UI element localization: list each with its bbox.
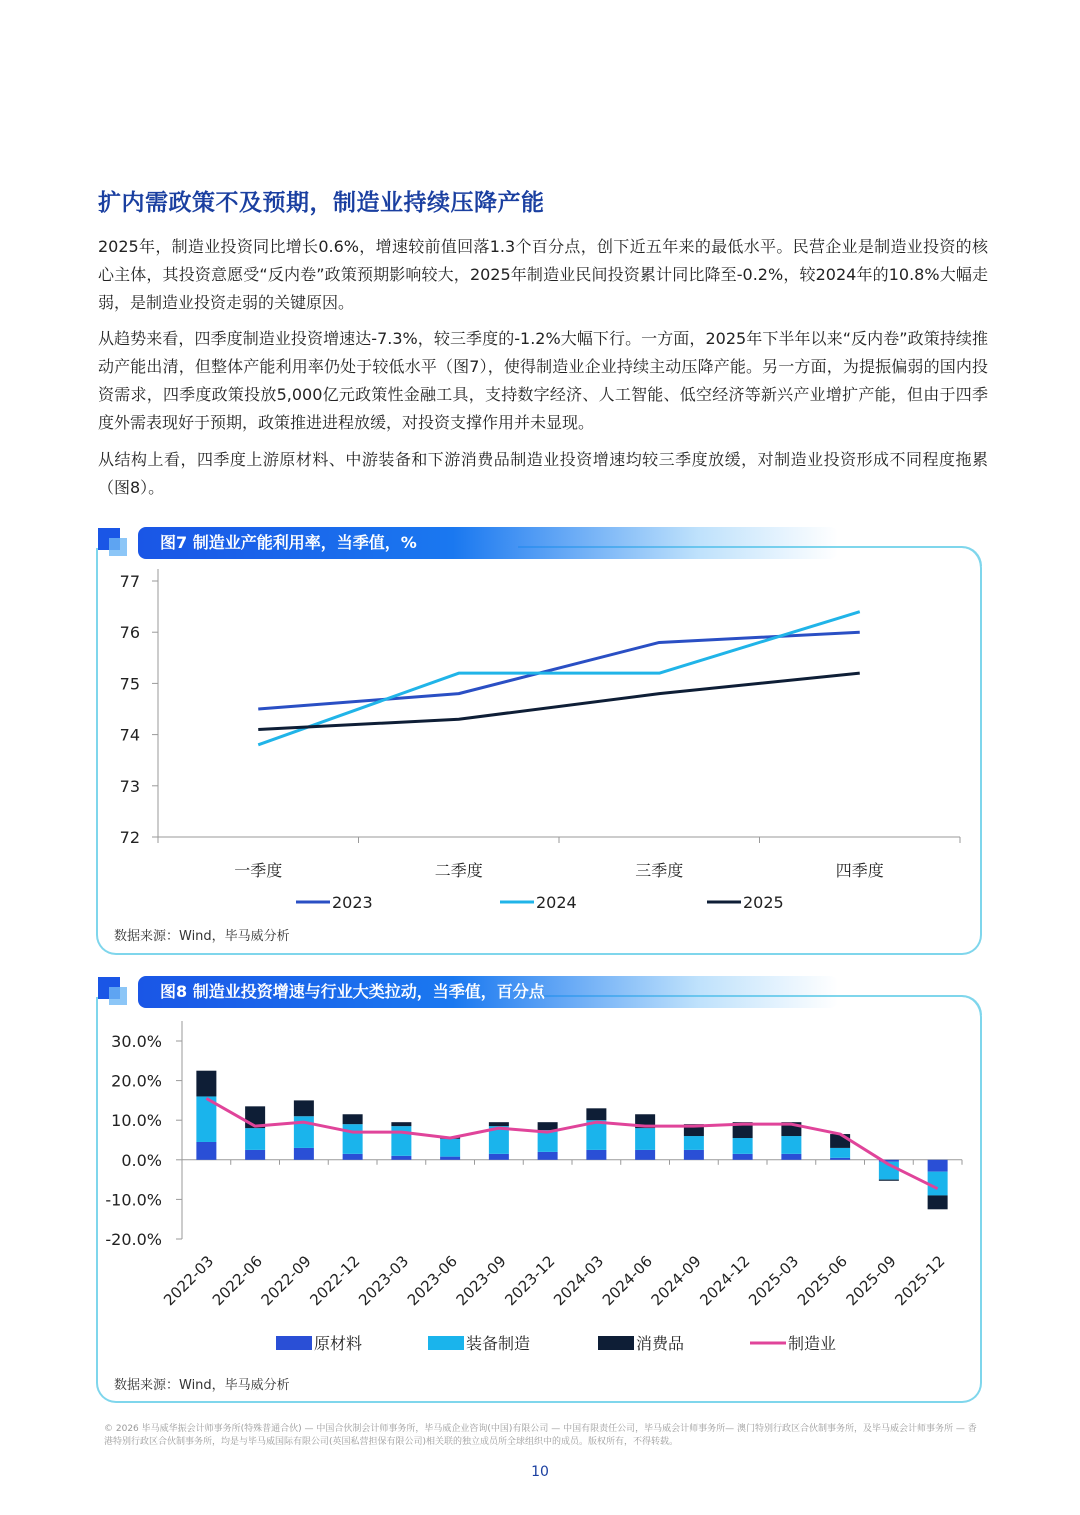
figure8-y-tick-label: -10.0% <box>105 1190 162 1210</box>
figure7-legend-label: 2025 <box>743 893 784 912</box>
figure8-x-tick-label: 2025-03 <box>745 1252 803 1310</box>
figure8-x-tick-label: 2024-09 <box>647 1252 705 1310</box>
figure7-x-tick-label: 二季度 <box>434 861 483 880</box>
figure8-y-tick-label: -20.0% <box>105 1230 162 1249</box>
figure8-x-tick-label: 2024-06 <box>598 1252 656 1310</box>
figure8-panel <box>96 997 982 1403</box>
figure8-x-tick-label: 2022-12 <box>306 1252 364 1310</box>
figure7-title: 图7 制造业产能利用率，当季值，% <box>138 527 838 559</box>
figure8-title: 图8 制造业投资增速与行业大类拉动，当季值，百分点 <box>138 976 838 1008</box>
figure7-y-tick-label: 75 <box>119 674 140 694</box>
figure8-legend-label: 装备制造 <box>466 1334 531 1353</box>
figure8-y-tick-label: 30.0% <box>111 1032 162 1051</box>
figure8-source: 数据来源：Wind，毕马威分析 <box>114 1378 290 1393</box>
figure8-x-tick-label: 2023-06 <box>403 1252 461 1310</box>
figure8-y-tick-label: 0.0% <box>121 1150 162 1170</box>
figure8-legend-label: 原材料 <box>314 1334 363 1353</box>
figure7-y-tick-label: 77 <box>119 572 140 591</box>
figure8-legend-label: 消费品 <box>636 1334 685 1353</box>
figure7-legend-label: 2024 <box>536 893 577 912</box>
figure7-legend-label: 2023 <box>332 893 373 912</box>
figure7-source: 数据来源：Wind，毕马威分析 <box>114 929 290 944</box>
figure8-x-tick-label: 2025-09 <box>842 1252 900 1310</box>
figure7-x-tick-label: 四季度 <box>835 861 884 880</box>
page-number: 10 <box>531 1464 549 1480</box>
figure7-panel <box>96 548 982 955</box>
figure7-x-tick-label: 一季度 <box>234 861 283 880</box>
paragraph-1: 2025年，制造业投资同比增长0.6%，增速较前值回落1.3个百分点，创下近五年来的最低水平。民营企业是制造业投资的核心主体，其投资意愿受“反内卷”政策预期影响较大，2025年制造业民间投资累计同比降至-0.2%，较2024年的10.8%大幅走弱，是制造业投资走弱的关键原因。 <box>98 237 988 312</box>
figure8-square-icon-accent <box>109 987 127 1005</box>
figure8-legend-label: 制造业 <box>788 1334 837 1353</box>
figure7-y-tick-label: 76 <box>119 623 140 643</box>
figure7-x-tick-label: 三季度 <box>635 861 684 880</box>
figure7-y-tick-label: 72 <box>119 828 140 847</box>
figure8-x-tick-label: 2024-12 <box>696 1252 754 1310</box>
figure8-x-tick-label: 2023-12 <box>501 1252 559 1310</box>
figure8-y-tick-label: 10.0% <box>111 1111 162 1131</box>
figure8-x-tick-label: 2022-03 <box>160 1252 218 1310</box>
copyright-footer: © 2026 毕马威华振会计师事务所(特殊普通合伙) — 中国合伙制会计师事务所，毕马威企业咨询(中国)有限公司 — 中国有限责任公司，毕马威会计师事务所— 澳门特别行政区合伙制事务所，及毕马威会计师事务所 — 香港特别行政区合伙制事务所，均是与毕马威国际有限公司(英国私营担保有限公司)相关联的独立成员所全球组织中的成员。版权所有，不得转载。 <box>104 1424 977 1447</box>
figure8-x-tick-label: 2025-06 <box>793 1252 851 1310</box>
section-heading: 扩内需政策不及预期，制造业持续压降产能 <box>98 190 545 216</box>
figure8-x-tick-label: 2025-12 <box>891 1252 949 1310</box>
paragraph-3: 从结构上看，四季度上游原材料、中游装备和下游消费品制造业投资增速均较三季度放缓，对制造业投资形成不同程度拖累（图8）。 <box>98 450 988 497</box>
figure8-x-tick-label: 2024-03 <box>550 1252 608 1310</box>
paragraph-2: 从趋势来看，四季度制造业投资增速达-7.3%，较三季度的-1.2%大幅下行。一方面，2025年下半年以来“反内卷”政策持续推动产能出清，但整体产能利用率仍处于较低水平（图7），使得制造业企业持续主动压降产能。另一方面，为提振偏弱的国内投资需求，四季度政策投放5,000亿元政策性金融工具，支持数字经济、人工智能、低空经济等新兴产业增扩产能，但由于四季度外需表现好于预期，政策推进进程放缓，对投资支撑作用并未显现。 <box>98 329 988 432</box>
figure7-square-icon-accent <box>109 538 127 556</box>
figure7-y-tick-label: 74 <box>119 725 140 745</box>
figure8-x-tick-label: 2022-09 <box>257 1252 315 1310</box>
figure7-y-tick-label: 73 <box>119 776 140 796</box>
figure8-x-tick-label: 2023-09 <box>452 1252 510 1310</box>
figure8-y-tick-label: 20.0% <box>111 1071 162 1091</box>
figure8-x-tick-label: 2023-03 <box>355 1252 413 1310</box>
figure8-x-tick-label: 2022-06 <box>208 1252 266 1310</box>
